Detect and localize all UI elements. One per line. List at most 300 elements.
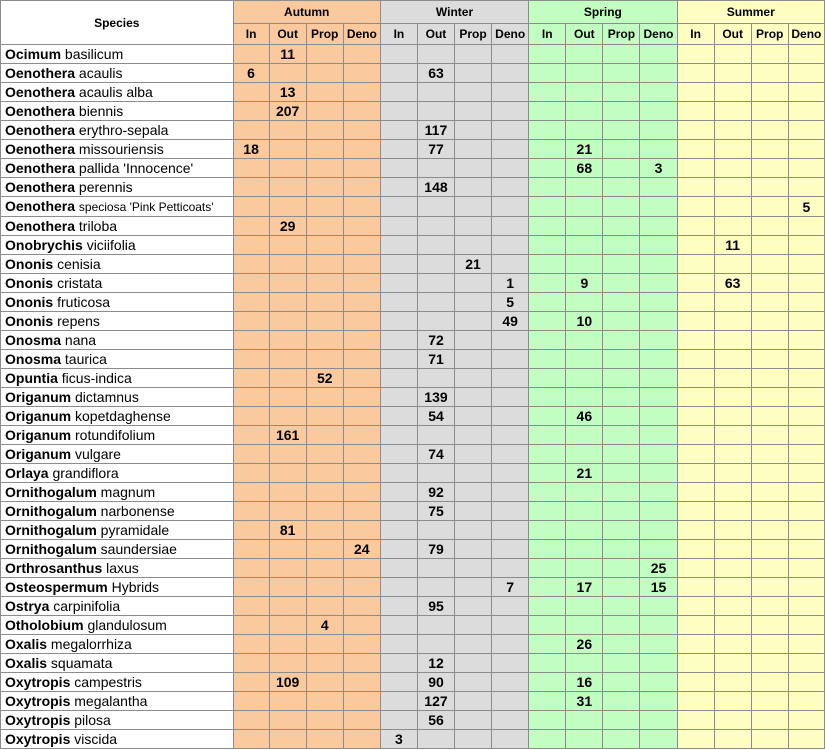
value-cell-winter-out (417, 255, 454, 274)
value-cell-autumn-in (233, 616, 269, 635)
value-cell-spring-deno: 3 (640, 159, 677, 178)
value-cell-autumn-prop (306, 426, 343, 445)
value-cell-summer-prop (751, 502, 788, 521)
value-cell-spring-prop (603, 673, 640, 692)
value-cell-autumn-out: 161 (269, 426, 306, 445)
value-cell-autumn-out (269, 445, 306, 464)
species-epithet: biennis (78, 103, 124, 119)
value-cell-autumn-deno (343, 673, 380, 692)
value-cell-winter-deno (492, 483, 529, 502)
value-cell-spring-in (529, 502, 566, 521)
value-cell-spring-deno (640, 140, 677, 159)
value-cell-summer-in (677, 45, 714, 64)
value-cell-spring-out: 9 (566, 274, 603, 293)
genus-name: Onosma (5, 351, 62, 367)
value-cell-winter-deno (492, 121, 529, 140)
value-cell-winter-out (417, 578, 454, 597)
value-cell-summer-deno (788, 236, 824, 255)
value-cell-summer-deno (788, 616, 824, 635)
value-cell-spring-in (529, 578, 566, 597)
value-cell-summer-deno (788, 331, 824, 350)
value-cell-winter-in (380, 483, 417, 502)
value-cell-summer-in (677, 559, 714, 578)
value-cell-autumn-deno (343, 521, 380, 540)
value-cell-summer-prop (751, 616, 788, 635)
value-cell-spring-in (529, 654, 566, 673)
value-cell-summer-in (677, 312, 714, 331)
value-cell-summer-prop (751, 654, 788, 673)
value-cell-winter-out (417, 45, 454, 64)
value-cell-autumn-deno (343, 83, 380, 102)
value-cell-winter-prop (455, 83, 492, 102)
value-cell-winter-out: 127 (417, 692, 454, 711)
subcol-header-winter-prop: Prop (455, 24, 492, 45)
value-cell-summer-out (714, 178, 751, 197)
value-cell-summer-prop (751, 45, 788, 64)
species-name-cell (1, 102, 234, 121)
value-cell-autumn-out (269, 654, 306, 673)
value-cell-spring-out (566, 102, 603, 121)
value-cell-spring-deno (640, 45, 677, 64)
value-cell-autumn-deno (343, 407, 380, 426)
value-cell-summer-out (714, 388, 751, 407)
value-cell-spring-deno (640, 388, 677, 407)
value-cell-autumn-prop (306, 711, 343, 730)
genus-name: Oenothera (5, 103, 76, 119)
value-cell-spring-in (529, 178, 566, 197)
value-cell-winter-prop (455, 426, 492, 445)
value-cell-winter-in: 3 (380, 730, 417, 749)
value-cell-winter-prop (455, 121, 492, 140)
value-cell-summer-prop (751, 407, 788, 426)
genus-name: Oenothera (5, 65, 76, 81)
value-cell-spring-out (566, 445, 603, 464)
value-cell-autumn-deno (343, 635, 380, 654)
value-cell-autumn-out (269, 159, 306, 178)
genus-name: Origanum (5, 408, 72, 424)
value-cell-spring-in (529, 445, 566, 464)
value-cell-autumn-out (269, 597, 306, 616)
value-cell-summer-out: 63 (714, 274, 751, 293)
value-cell-spring-out (566, 121, 603, 140)
value-cell-autumn-deno (343, 483, 380, 502)
species-name-cell (1, 711, 234, 730)
value-cell-autumn-in (233, 730, 269, 749)
species-name-cell (1, 692, 234, 711)
species-epithet: squamata (50, 655, 113, 671)
species-epithet: nana (64, 332, 97, 348)
value-cell-winter-out (417, 369, 454, 388)
value-cell-winter-deno (492, 597, 529, 616)
value-cell-autumn-prop (306, 331, 343, 350)
value-cell-summer-out (714, 654, 751, 673)
value-cell-autumn-prop (306, 464, 343, 483)
species-epithet: cenisia (57, 256, 101, 272)
value-cell-spring-prop (603, 274, 640, 293)
value-cell-autumn-prop (306, 578, 343, 597)
value-cell-spring-out: 46 (566, 407, 603, 426)
value-cell-autumn-in (233, 178, 269, 197)
value-cell-winter-prop (455, 140, 492, 159)
species-epithet: viciifolia (86, 237, 136, 253)
value-cell-winter-in (380, 692, 417, 711)
species-name-cell (1, 521, 234, 540)
table-row (1, 159, 825, 178)
value-cell-spring-deno (640, 274, 677, 293)
species-epithet: Hybrids (111, 579, 160, 595)
value-cell-winter-prop (455, 217, 492, 236)
value-cell-summer-deno (788, 369, 824, 388)
value-cell-winter-in (380, 540, 417, 559)
value-cell-winter-in (380, 121, 417, 140)
value-cell-winter-out: 75 (417, 502, 454, 521)
genus-name: Origanum (5, 446, 72, 462)
value-cell-autumn-in (233, 673, 269, 692)
subcol-header-winter-in: In (380, 24, 417, 45)
species-name-cell (1, 597, 234, 616)
value-cell-autumn-deno (343, 140, 380, 159)
value-cell-winter-out (417, 426, 454, 445)
value-cell-summer-out (714, 426, 751, 445)
genus-name: Orthrosanthus (5, 560, 103, 576)
value-cell-winter-deno (492, 407, 529, 426)
value-cell-winter-deno (492, 388, 529, 407)
value-cell-winter-out (417, 635, 454, 654)
value-cell-summer-prop (751, 140, 788, 159)
value-cell-summer-in (677, 654, 714, 673)
value-cell-spring-deno (640, 483, 677, 502)
value-cell-winter-in (380, 178, 417, 197)
subcol-header-spring-prop: Prop (603, 24, 640, 45)
value-cell-autumn-prop (306, 483, 343, 502)
value-cell-spring-out (566, 217, 603, 236)
value-cell-autumn-out (269, 369, 306, 388)
value-cell-winter-prop (455, 730, 492, 749)
value-cell-autumn-prop (306, 45, 343, 64)
value-cell-winter-in (380, 159, 417, 178)
value-cell-summer-out (714, 711, 751, 730)
value-cell-autumn-in (233, 578, 269, 597)
value-cell-winter-prop (455, 445, 492, 464)
value-cell-summer-prop (751, 369, 788, 388)
value-cell-spring-out: 10 (566, 312, 603, 331)
value-cell-spring-prop (603, 102, 640, 121)
value-cell-autumn-deno (343, 255, 380, 274)
value-cell-summer-deno (788, 502, 824, 521)
value-cell-winter-prop (455, 178, 492, 197)
value-cell-spring-in (529, 293, 566, 312)
value-cell-spring-in (529, 730, 566, 749)
value-cell-winter-prop (455, 197, 492, 217)
value-cell-winter-in (380, 197, 417, 217)
subcol-header-summer-prop: Prop (751, 24, 788, 45)
value-cell-spring-deno (640, 255, 677, 274)
value-cell-autumn-in (233, 331, 269, 350)
value-cell-summer-deno (788, 312, 824, 331)
value-cell-winter-in (380, 45, 417, 64)
season-header-autumn: Autumn (233, 1, 380, 24)
value-cell-autumn-deno (343, 654, 380, 673)
value-cell-winter-out: 71 (417, 350, 454, 369)
value-cell-winter-out (417, 274, 454, 293)
value-cell-summer-deno: 5 (788, 197, 824, 217)
value-cell-spring-deno (640, 350, 677, 369)
subcol-header-autumn-in: In (233, 24, 269, 45)
value-cell-winter-in (380, 369, 417, 388)
value-cell-summer-prop (751, 255, 788, 274)
value-cell-summer-deno (788, 102, 824, 121)
value-cell-spring-deno (640, 312, 677, 331)
value-cell-autumn-in (233, 597, 269, 616)
value-cell-autumn-deno (343, 331, 380, 350)
species-table-body (1, 45, 825, 749)
value-cell-autumn-prop (306, 692, 343, 711)
value-cell-winter-in (380, 350, 417, 369)
value-cell-summer-in (677, 521, 714, 540)
value-cell-spring-deno (640, 178, 677, 197)
value-cell-summer-in (677, 350, 714, 369)
table-row (1, 331, 825, 350)
species-epithet: campestris (74, 674, 142, 690)
subcol-header-autumn-out: Out (269, 24, 306, 45)
value-cell-autumn-out (269, 578, 306, 597)
value-cell-spring-in (529, 331, 566, 350)
value-cell-summer-in (677, 217, 714, 236)
value-cell-summer-deno (788, 578, 824, 597)
value-cell-autumn-out (269, 350, 306, 369)
genus-name: Oenothera (5, 84, 76, 100)
value-cell-autumn-prop (306, 274, 343, 293)
value-cell-autumn-in (233, 45, 269, 64)
value-cell-autumn-in (233, 102, 269, 121)
species-name-cell (1, 178, 234, 197)
value-cell-autumn-prop (306, 730, 343, 749)
value-cell-winter-out: 95 (417, 597, 454, 616)
species-epithet: missouriensis (78, 141, 164, 157)
genus-name: Opuntia (5, 370, 58, 386)
value-cell-winter-in (380, 635, 417, 654)
value-cell-summer-deno (788, 407, 824, 426)
value-cell-spring-in (529, 350, 566, 369)
value-cell-spring-deno (640, 616, 677, 635)
table-row (1, 178, 825, 197)
value-cell-autumn-in (233, 217, 269, 236)
value-cell-autumn-deno (343, 312, 380, 331)
value-cell-summer-out (714, 483, 751, 502)
value-cell-autumn-out (269, 464, 306, 483)
genus-name: Otholobium (5, 617, 84, 633)
value-cell-autumn-in (233, 559, 269, 578)
value-cell-spring-out (566, 521, 603, 540)
value-cell-winter-in (380, 274, 417, 293)
value-cell-autumn-deno (343, 388, 380, 407)
value-cell-summer-prop (751, 217, 788, 236)
value-cell-winter-in (380, 236, 417, 255)
value-cell-winter-deno (492, 616, 529, 635)
subcol-header-summer-in: In (677, 24, 714, 45)
value-cell-winter-prop: 21 (455, 255, 492, 274)
value-cell-spring-out (566, 483, 603, 502)
subcol-header-winter-deno: Deno (492, 24, 529, 45)
value-cell-autumn-prop (306, 236, 343, 255)
value-cell-winter-out (417, 730, 454, 749)
value-cell-winter-prop (455, 350, 492, 369)
species-epithet: cristata (57, 275, 103, 291)
value-cell-winter-deno (492, 445, 529, 464)
value-cell-winter-out (417, 102, 454, 121)
species-epithet: vulgare (75, 446, 121, 462)
value-cell-autumn-prop: 52 (306, 369, 343, 388)
value-cell-spring-in (529, 635, 566, 654)
value-cell-winter-prop (455, 521, 492, 540)
value-cell-summer-in (677, 369, 714, 388)
species-epithet: acaulis alba (78, 84, 153, 100)
value-cell-spring-out: 21 (566, 464, 603, 483)
table-row (1, 350, 825, 369)
value-cell-autumn-deno (343, 197, 380, 217)
value-cell-autumn-in: 6 (233, 64, 269, 83)
value-cell-summer-out (714, 369, 751, 388)
value-cell-winter-out (417, 293, 454, 312)
value-cell-spring-prop (603, 407, 640, 426)
value-cell-autumn-prop (306, 197, 343, 217)
value-cell-spring-in (529, 64, 566, 83)
subcol-header-autumn-deno: Deno (343, 24, 380, 45)
value-cell-spring-in (529, 236, 566, 255)
species-name-cell (1, 197, 234, 217)
value-cell-winter-in (380, 293, 417, 312)
value-cell-spring-out (566, 255, 603, 274)
value-cell-autumn-in (233, 159, 269, 178)
species-epithet: grandiflora (52, 465, 119, 481)
species-epithet: fruticosa (57, 294, 111, 310)
value-cell-summer-out (714, 521, 751, 540)
value-cell-winter-deno (492, 559, 529, 578)
value-cell-spring-in (529, 616, 566, 635)
value-cell-spring-prop (603, 159, 640, 178)
value-cell-spring-prop (603, 616, 640, 635)
value-cell-spring-out (566, 654, 603, 673)
value-cell-summer-out (714, 350, 751, 369)
value-cell-autumn-prop (306, 521, 343, 540)
value-cell-autumn-in (233, 255, 269, 274)
value-cell-summer-deno (788, 711, 824, 730)
value-cell-autumn-prop (306, 255, 343, 274)
value-cell-summer-in (677, 730, 714, 749)
value-cell-summer-in (677, 616, 714, 635)
value-cell-autumn-in (233, 293, 269, 312)
value-cell-winter-deno (492, 673, 529, 692)
value-cell-summer-in (677, 502, 714, 521)
value-cell-spring-deno (640, 654, 677, 673)
value-cell-winter-deno (492, 540, 529, 559)
value-cell-spring-prop (603, 578, 640, 597)
species-epithet: glandulosum (87, 617, 167, 633)
table-row (1, 312, 825, 331)
value-cell-autumn-in (233, 121, 269, 140)
value-cell-spring-out: 17 (566, 578, 603, 597)
value-cell-summer-prop (751, 274, 788, 293)
value-cell-spring-out (566, 236, 603, 255)
value-cell-spring-deno (640, 407, 677, 426)
value-cell-summer-deno (788, 464, 824, 483)
species-name-cell (1, 274, 234, 293)
value-cell-spring-in (529, 407, 566, 426)
value-cell-spring-deno (640, 502, 677, 521)
value-cell-autumn-prop (306, 64, 343, 83)
value-cell-winter-out: 117 (417, 121, 454, 140)
value-cell-spring-prop (603, 730, 640, 749)
value-cell-summer-out (714, 730, 751, 749)
value-cell-spring-in (529, 197, 566, 217)
value-cell-summer-prop (751, 312, 788, 331)
value-cell-summer-deno (788, 217, 824, 236)
value-cell-autumn-out (269, 236, 306, 255)
value-cell-autumn-prop: 4 (306, 616, 343, 635)
value-cell-autumn-prop (306, 388, 343, 407)
value-cell-autumn-prop (306, 293, 343, 312)
value-cell-summer-deno (788, 521, 824, 540)
value-cell-autumn-prop (306, 635, 343, 654)
value-cell-spring-prop (603, 521, 640, 540)
value-cell-summer-in (677, 711, 714, 730)
value-cell-summer-in (677, 274, 714, 293)
genus-name: Oxytropis (5, 674, 71, 690)
value-cell-autumn-out (269, 540, 306, 559)
value-cell-winter-deno (492, 654, 529, 673)
value-cell-spring-prop (603, 197, 640, 217)
species-epithet: kopetdaghense (75, 408, 171, 424)
value-cell-winter-out (417, 521, 454, 540)
value-cell-autumn-in (233, 635, 269, 654)
season-header-summer: Summer (677, 1, 824, 24)
value-cell-summer-prop (751, 445, 788, 464)
value-cell-spring-out: 26 (566, 635, 603, 654)
value-cell-summer-prop (751, 426, 788, 445)
value-cell-summer-in (677, 178, 714, 197)
value-cell-spring-prop (603, 540, 640, 559)
species-name-cell (1, 64, 234, 83)
value-cell-autumn-in (233, 388, 269, 407)
value-cell-summer-out (714, 255, 751, 274)
value-cell-autumn-prop (306, 159, 343, 178)
value-cell-autumn-deno (343, 274, 380, 293)
value-cell-autumn-in (233, 407, 269, 426)
value-cell-summer-prop (751, 635, 788, 654)
value-cell-winter-in (380, 255, 417, 274)
value-cell-summer-deno (788, 388, 824, 407)
value-cell-summer-prop (751, 178, 788, 197)
value-cell-spring-prop (603, 217, 640, 236)
value-cell-autumn-prop (306, 597, 343, 616)
value-cell-summer-prop (751, 711, 788, 730)
value-cell-summer-prop (751, 236, 788, 255)
value-cell-autumn-in (233, 464, 269, 483)
value-cell-spring-in (529, 274, 566, 293)
value-cell-spring-prop (603, 312, 640, 331)
value-cell-winter-out: 74 (417, 445, 454, 464)
value-cell-summer-in (677, 159, 714, 178)
genus-name: Ostrya (5, 598, 50, 614)
value-cell-autumn-prop (306, 350, 343, 369)
value-cell-autumn-in (233, 502, 269, 521)
value-cell-summer-out (714, 673, 751, 692)
value-cell-summer-in (677, 635, 714, 654)
value-cell-summer-deno (788, 445, 824, 464)
genus-name: Oxytropis (5, 731, 71, 747)
species-name-cell (1, 483, 234, 502)
value-cell-winter-prop (455, 331, 492, 350)
